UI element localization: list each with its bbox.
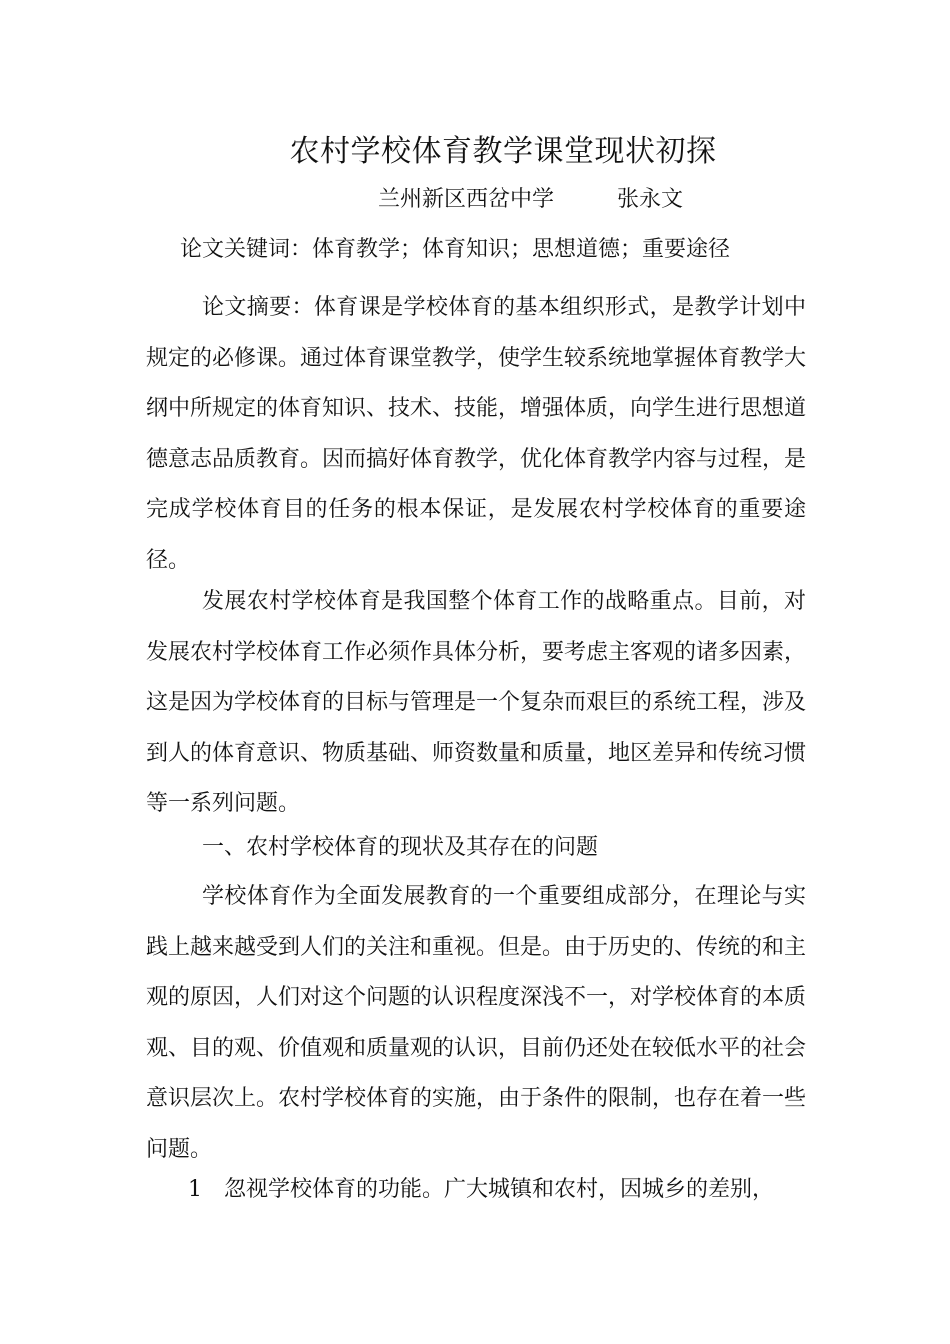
document-title: 农村学校体育教学课堂现状初探: [289, 134, 717, 169]
abstract-paragraph: 论文摘要：体育课是学校体育的基本组织形式，是教学计划中规定的必修课。通过体育课堂教学，使学生较系统地掌握体育教学大纲中所规定的体育知识、技术、技能，增强体质，向学生进行思想道德意志品质教育。因而搞好体育教学，优化体育教学内容与过程，是完成学校体育目的任务的根本保证，是发展农村学校体育的重要途径。: [146, 295, 807, 573]
school-name: 兰州新区西岔中学: [378, 187, 555, 212]
keywords-line: 论文关键词：体育教学；体育知识；思想道德；重要途径: [180, 237, 731, 262]
list-item: 1 忽视学校体育的功能。广大城镇和农村，因城乡的差别，: [188, 1177, 774, 1202]
section-paragraph: 学校体育作为全面发展教育的一个重要组成部分，在理论与实践上越来越受到人们的关注和重视。但是。由于历史的、传统的和主观的原因，人们对这个问题的认识程度深浅不一，对学校体育的本质观、目的观、价值观和质量观的认识，目前仍还处在较低水平的社会意识层次上。农村学校体育的实施，由于条件的限制，也存在着一些问题。: [146, 884, 807, 1162]
author-name: 张永文: [617, 187, 684, 212]
byline: [378, 184, 683, 216]
intro-paragraph: 发展农村学校体育是我国整个体育工作的战略重点。目前，对发展农村学校体育工作必须作具体分析，要考虑主客观的诸多因素，这是因为学校体育的目标与管理是一个复杂而艰巨的系统工程，涉及到人的体育意识、物质基础、师资数量和质量，地区差异和传统习惯等一系列问题。: [146, 589, 807, 816]
section-heading: 一、农村学校体育的现状及其存在的问题: [202, 835, 599, 860]
